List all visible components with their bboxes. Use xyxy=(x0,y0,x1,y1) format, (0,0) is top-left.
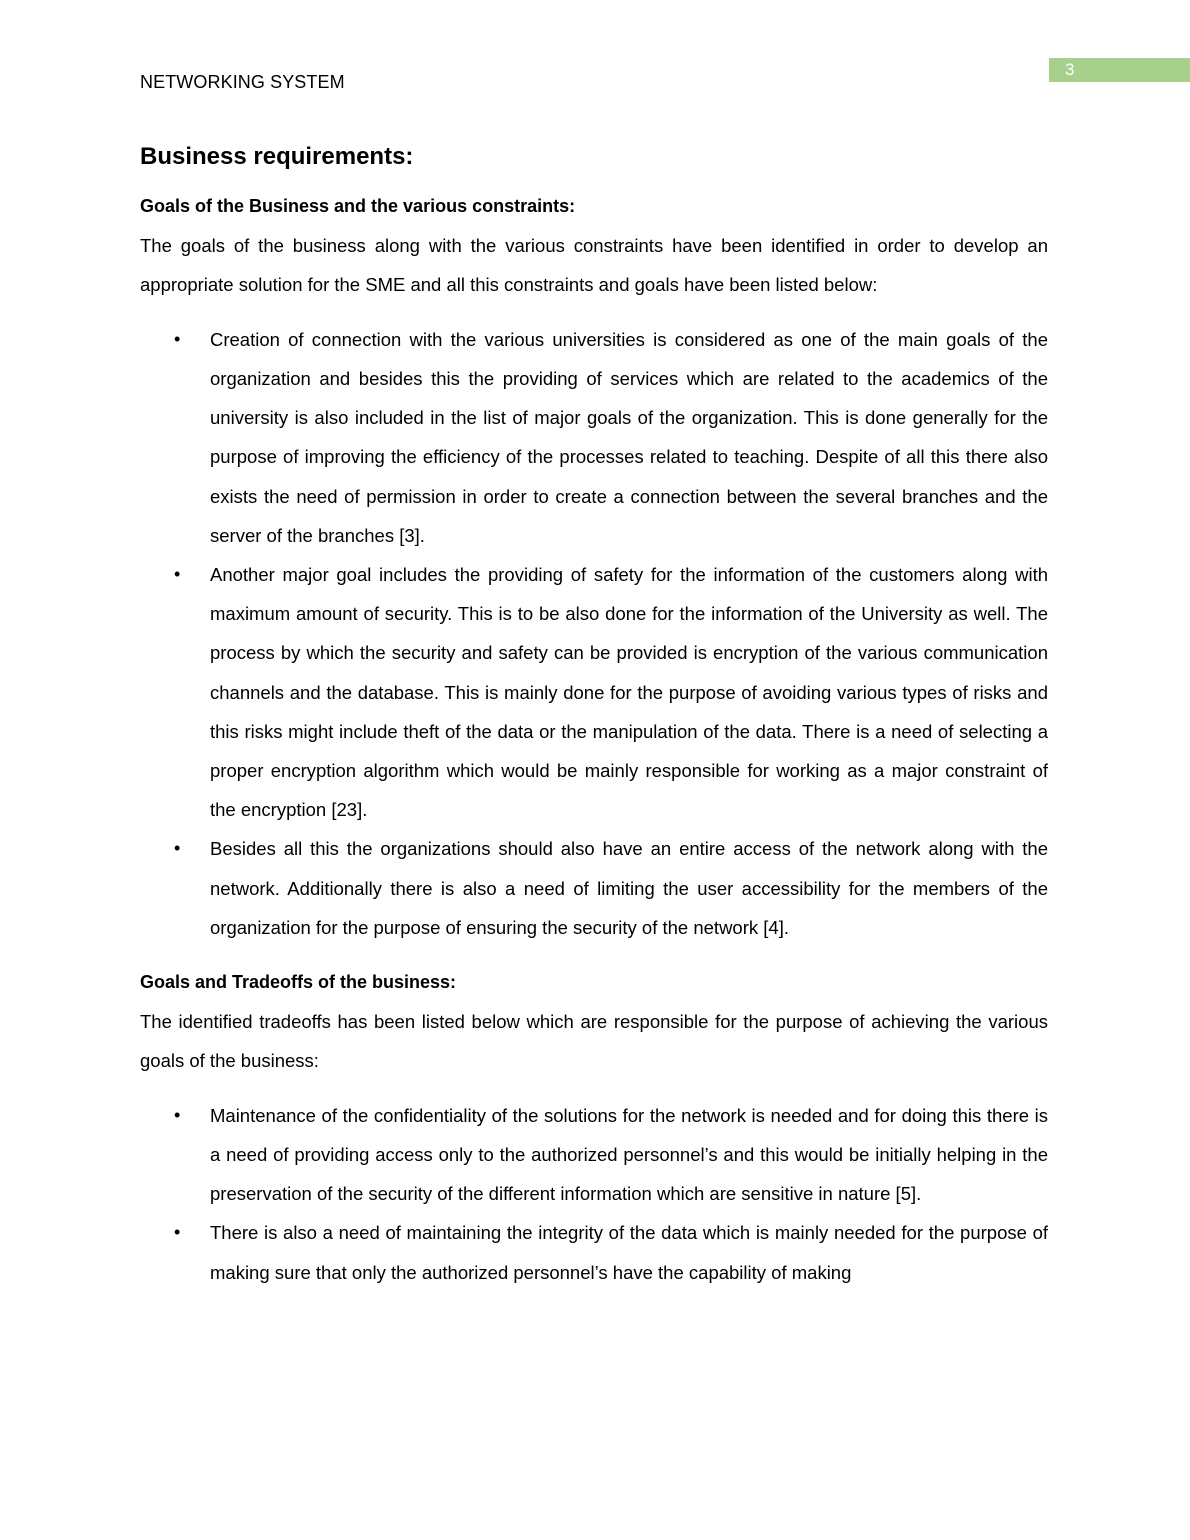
list-item-text: Maintenance of the confidentiality of the solutions for the network is needed and for doing this there is a need of providing access only to the authorized personnel’s and this would be initially helping in the preservation of the security of the different information which are sensitive in nature [5]. xyxy=(210,1104,1048,1205)
list-item-text: Creation of connection with the various universities is considered as one of the main goals of the organization and besides this the providing of services which are related to the academics of the university is also included in the list of major goals of the organization. This is done generally for the purpose of improving the efficiency of the processes related to teaching. Despite of all this there also exists the need of permission in order to create a connection between the several branches and the server of the branches [3]. xyxy=(210,328,1048,546)
section-title: Business requirements: xyxy=(140,143,414,170)
list-item-text: Besides all this the organizations should also have an entire access of the network along with the network. Additionally there is also a need of limiting the user accessibility for the members of the organization for the purpose of ensuring the security of the network [4]. xyxy=(210,838,1048,938)
document-body xyxy=(140,138,1048,1292)
bullet-icon: • xyxy=(174,564,181,585)
bullet-icon: • xyxy=(174,1104,181,1125)
goals-intro-paragraph: The goals of the business along with the various constraints have been identified in order to develop an appropriate solution for the SME and all this constraints and goals have been listed below: xyxy=(140,235,1048,296)
list-item xyxy=(174,320,1048,555)
list-item xyxy=(174,1213,1048,1291)
list-item-text: Another major goal includes the providing of safety for the information of the customers along with maximum amount of security. This is to be also done for the information of the University as well. The process by which the security and safety can be provided is encryption of the various communication channels and the database. This is mainly done for the purpose of avoiding various types of risks and this risks might include theft of the data or the manipulation of the data. There is a need of selecting a proper encryption algorithm which would be mainly responsible for working as a major constraint of the encryption [23]. xyxy=(210,564,1048,821)
bullet-icon: • xyxy=(174,1222,181,1243)
list-item xyxy=(174,1096,1048,1214)
goals-list xyxy=(140,320,1048,947)
tradeoffs-heading: Goals and Tradeoffs of the business: xyxy=(140,972,457,993)
list-item-text: There is also a need of maintaining the integrity of the data which is mainly needed for the purpose of making sure that only the authorized personnel’s have the capability of making xyxy=(210,1222,1048,1283)
bullet-icon: • xyxy=(174,838,181,859)
page-number: 3 xyxy=(1049,58,1190,82)
tradeoffs-intro-paragraph: The identified tradeoffs has been listed below which are responsible for the purpose of achieving the various goals of the business: xyxy=(140,1011,1048,1072)
list-item xyxy=(174,555,1048,829)
goals-heading: Goals of the Business and the various constraints: xyxy=(140,196,576,216)
running-head: NETWORKING SYSTEM xyxy=(140,72,345,92)
tradeoffs-list xyxy=(140,1096,1048,1292)
bullet-icon: • xyxy=(174,328,181,349)
list-item xyxy=(174,829,1048,947)
